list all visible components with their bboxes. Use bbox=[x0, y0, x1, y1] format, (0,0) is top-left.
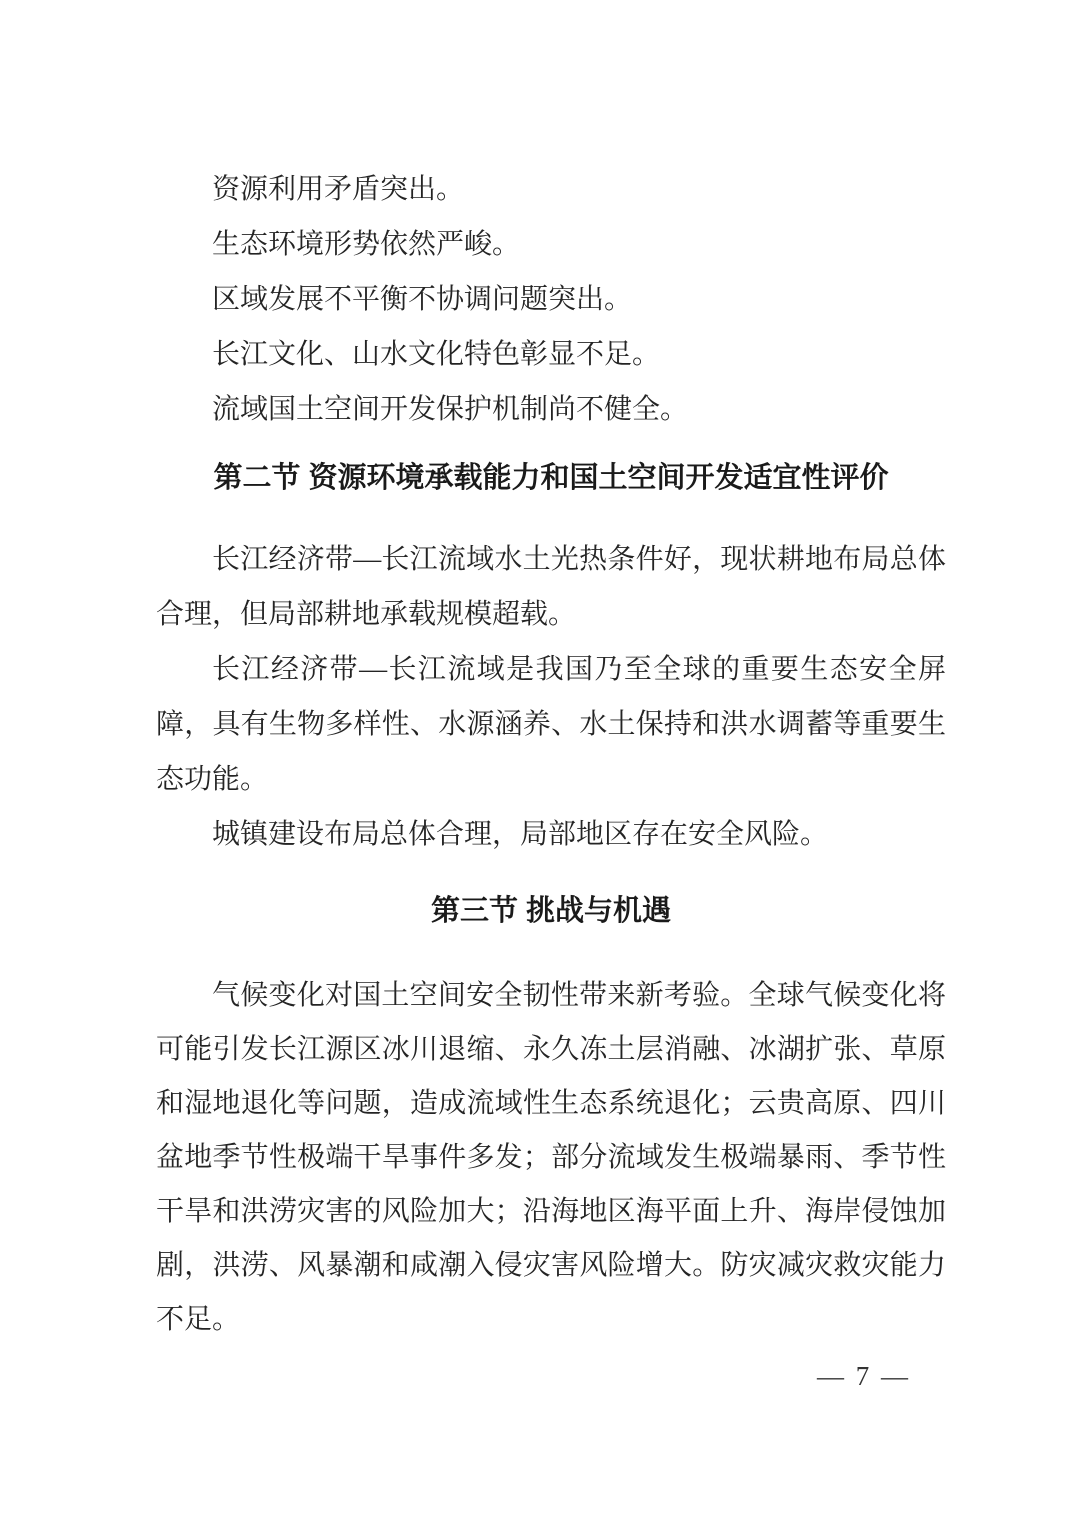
intro-paragraph-3: 区域发展不平衡不协调问题突出。 bbox=[212, 284, 633, 315]
intro-paragraph-4: 长江文化、山水文化特色彰显不足。 bbox=[212, 339, 661, 370]
section-2-paragraph-2: 长江经济带—长江流域是我国乃至全球的重要生态安全屏障，具有生物多样性、水源涵养、水土保持和洪水调蓄等重要生态功能。 bbox=[156, 654, 946, 795]
section-3-paragraph-1: 气候变化对国土空间安全韧性带来新考验。全球气候变化将可能引发长江源区冰川退缩、永久冻土层消融、冰湖扩张、草原和湿地退化等问题，造成流域性生态系统退化；云贵高原、四川盆地季节性极端干旱事件多发；部分流域发生极端暴雨、季节性干旱和洪涝灾害的风险加大；沿海地区海平面上升、海岸侵蚀加剧，洪涝、风暴潮和咸潮入侵灾害风险增大。防灾减灾救灾能力不足。 bbox=[156, 980, 946, 1335]
section-2-paragraph-1: 长江经济带—长江流域水土光热条件好，现状耕地布局总体合理，但局部耕地承载规模超载。 bbox=[156, 544, 946, 630]
intro-paragraph-2: 生态环境形势依然严峻。 bbox=[212, 229, 521, 260]
page-number: — 7 — bbox=[817, 1361, 908, 1391]
section-2-paragraph-3: 城镇建设布局总体合理，局部地区存在安全风险。 bbox=[212, 819, 829, 850]
intro-paragraph-5: 流域国土空间开发保护机制尚不健全。 bbox=[212, 394, 689, 425]
section-2-heading: 第二节 资源环境承载能力和国土空间开发适宜性评价 bbox=[213, 462, 889, 494]
intro-paragraph-1: 资源利用矛盾突出。 bbox=[212, 174, 465, 205]
document-body bbox=[156, 162, 946, 1347]
section-3-heading: 第三节 挑战与机遇 bbox=[430, 895, 672, 927]
